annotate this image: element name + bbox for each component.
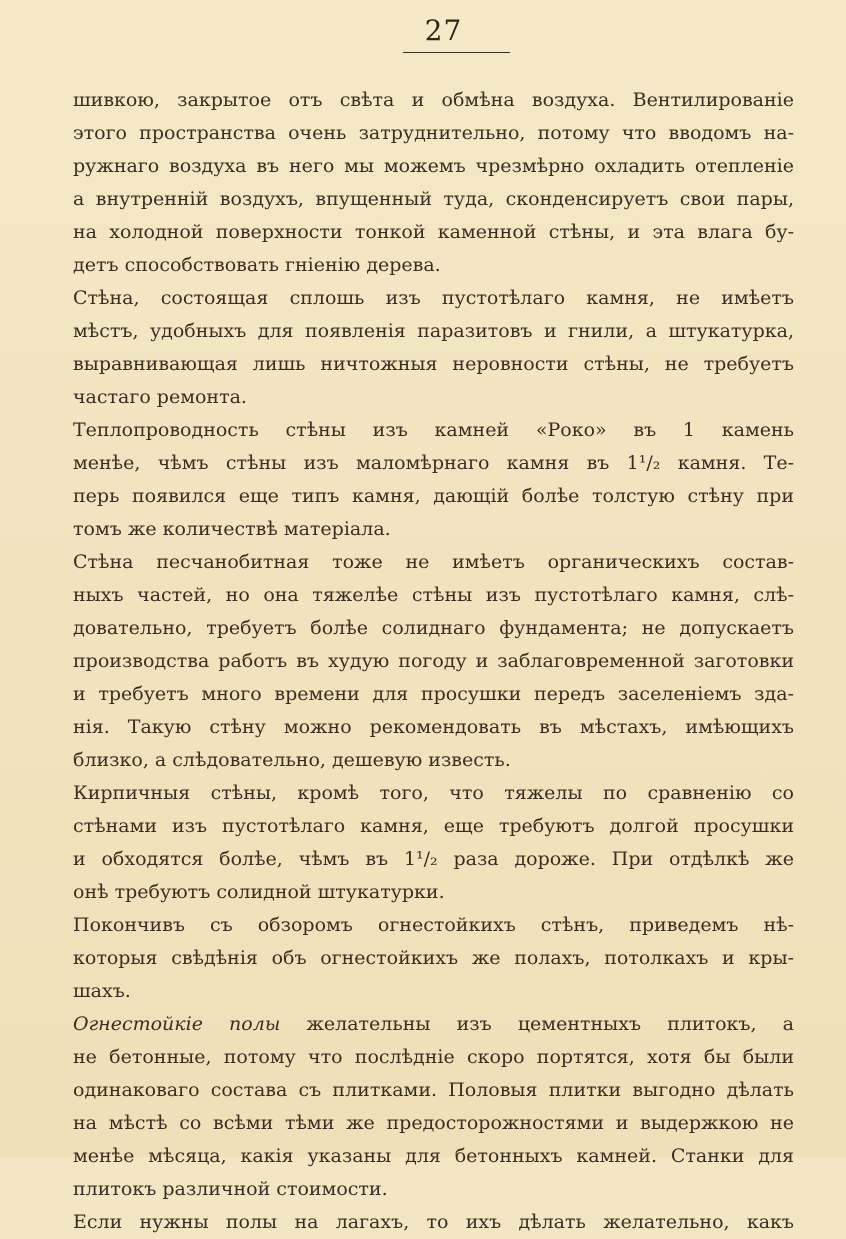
text-line: одинаковаго состава съ плитками. Половыя плитки выгодно дѣлать: [73, 1079, 794, 1101]
text-line: ныхъ частей, но она тяжелѣе стѣны изъ пустотѣлаго камня, слѣ-: [73, 584, 794, 606]
text-line: Стѣна песчанобитная тоже не имѣетъ органическихъ состав-: [73, 551, 794, 573]
text-line: Кирпичныя стѣны, кромѣ того, что тяжелы по сравненію со: [73, 782, 794, 804]
text-line: на мѣстѣ со всѣми тѣми же предосторожностями и выдержкою не: [73, 1112, 794, 1134]
page-header: [73, 0, 794, 80]
text-line: довательно, требуетъ болѣе солиднаго фундамента; не допускаетъ: [73, 617, 794, 639]
text-line: мѣстъ, удобныхъ для появленія паразитовъ и гнили, а штукатурка,: [73, 320, 794, 342]
text-line: менѣе мѣсяца, какія указаны для бетонныхъ камней. Станки для: [73, 1145, 794, 1167]
text-line: Стѣна, состоящая сплошь изъ пустотѣлаго камня, не имѣетъ: [73, 287, 794, 309]
italic-heading: Огнестойкіе полы: [73, 1013, 281, 1035]
text-line: плитокъ различной стоимости.: [73, 1178, 388, 1200]
header-rule: [403, 52, 510, 53]
text-line: стѣнами изъ пустотѣлаго камня, еще требуютъ долгой просушки: [73, 815, 794, 837]
text-line: не бетонные, потому что послѣдніе скоро портятся, хотя бы были: [73, 1046, 794, 1068]
text-line: близко, а слѣдовательно, дешевую известь.: [73, 749, 511, 771]
text-line: перь появился еще типъ камня, дающій болѣе толстую стѣну при: [73, 485, 794, 507]
text-line: онѣ требуютъ солидной штукатурки.: [73, 881, 445, 903]
line-rest: желательны изъ цементныхъ плитокъ, а: [280, 1013, 794, 1035]
text-line: и обходятся болѣе, чѣмъ въ 1¹/₂ раза дороже. При отдѣлкѣ же: [73, 848, 794, 870]
text-line: Если нужны полы на лагахъ, то ихъ дѣлать желательно, какъ: [73, 1211, 794, 1233]
text-line: нія. Такую стѣну можно рекомендовать въ мѣстахъ, имѣющихъ: [73, 716, 794, 738]
body-text: [73, 84, 794, 1239]
text-line: и требуетъ много времени для просушки передъ заселеніемъ зда-: [73, 683, 794, 705]
text-line: Теплопроводность стѣны изъ камней «Роко» въ 1 камень: [73, 419, 794, 441]
text-line: ружнаго воздуха въ него мы можемъ чрезмѣрно охладить отепленіе: [73, 155, 794, 177]
text-line: производства работъ въ худую погоду и заблаговременной заготовки: [73, 650, 794, 672]
text-line: менѣе, чѣмъ стѣны изъ маломѣрнаго камня въ 1¹/₂ камня. Те-: [73, 452, 794, 474]
text-line: на холодной поверхности тонкой каменной стѣны, и эта влага бу-: [73, 221, 794, 243]
text-line: а внутренній воздухъ, впущенный туда, сконденсируетъ свои пары,: [73, 188, 794, 210]
text-line: которыя свѣдѣнія объ огнестойкихъ же полахъ, потолкахъ и кры-: [73, 947, 794, 969]
text-line: [73, 1008, 794, 1041]
text-line: детъ способствовать гніенію дерева.: [73, 254, 441, 276]
text-line: шахъ.: [73, 980, 131, 1002]
page-number: 27: [424, 14, 463, 47]
text-line: томъ же количествѣ матеріала.: [73, 518, 391, 540]
text-line: шивкою, закрытое отъ свѣта и обмѣна воздуха. Вентилированіе: [73, 89, 794, 111]
text-line: этого пространства очень затруднительно, потому что вводомъ на-: [73, 122, 794, 144]
text-line: частаго ремонта.: [73, 386, 247, 408]
text-line: выравнивающая лишь ничтожныя неровности стѣны, не требуетъ: [73, 353, 794, 375]
text-line: Покончивъ съ обзоромъ огнестойкихъ стѣнъ, приведемъ нѣ-: [73, 914, 794, 936]
